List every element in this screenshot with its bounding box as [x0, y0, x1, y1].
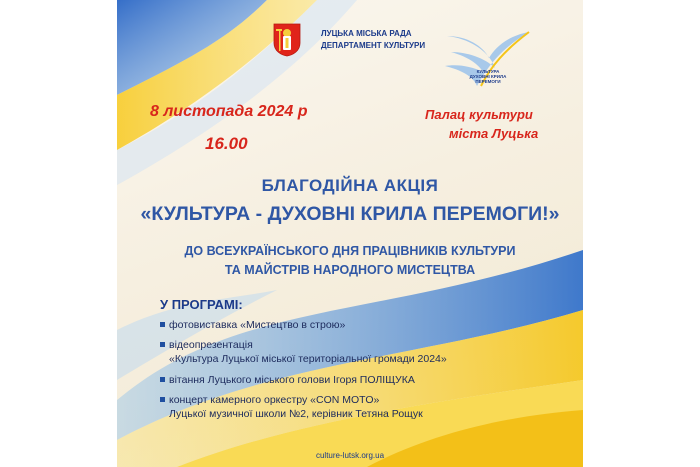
event-time: 16.00 [205, 134, 248, 153]
city-council-label: ЛУЦЬКА МІСЬКА РАДА [321, 29, 412, 38]
occasion-line-1: ДО ВСЕУКРАЇНСЬКОГО ДНЯ ПРАЦІВНИКІВ КУЛЬТУРИ [184, 244, 516, 258]
website-link[interactable]: culture-lutsk.org.ua [315, 451, 385, 460]
program-item-1-text: фотовиставка «Мистецтво в строю» [169, 319, 346, 331]
venue-line-2: міста Луцька [449, 126, 539, 141]
program-item-4-continuation: Луцької музичної школи №2, керівник Тетяна Рощук [169, 408, 423, 420]
program-item-4 [160, 394, 379, 406]
bullet-icon [160, 322, 165, 327]
wing-icon [437, 28, 537, 94]
logo-line-2: ДУХОВНІ КРИЛА [469, 74, 507, 79]
event-poster [117, 0, 583, 467]
venue-line-1: Палац культури [425, 107, 533, 122]
bullet-icon [160, 377, 165, 382]
program-item-2-text: відеопрезентація [169, 339, 253, 351]
program-heading: У ПРОГРАМІ: [160, 297, 243, 312]
program-item-4-text: концерт камерного оркестру «CON MOTO» [169, 394, 380, 406]
event-date: 8 листопада 2024 р [150, 103, 308, 120]
program-item-2 [160, 339, 253, 351]
event-title: «КУЛЬТУРА - ДУХОВНІ КРИЛА ПЕРЕМОГИ!» [140, 203, 560, 225]
coat-of-arms-icon [273, 23, 301, 57]
bullet-icon [160, 342, 165, 347]
department-label: ДЕПАРТАМЕНТ КУЛЬТУРИ [321, 41, 426, 50]
bullet-icon [160, 397, 165, 402]
program-item-2-continuation: «Культура Луцької міської територіальної громади 2024» [169, 353, 447, 365]
occasion-line-2: ТА МАЙСТРІВ НАРОДНОГО МИСТЕЦТВА [224, 263, 476, 277]
program-item-3-text: вітання Луцького міського голови Ігоря ПОЛІЩУКА [169, 374, 415, 386]
logo-caption [457, 69, 519, 84]
logo-line-1: КУЛЬТУРА [476, 69, 500, 74]
program-item-1 [160, 319, 345, 331]
program-item-3 [160, 374, 415, 386]
logo-line-3: ПЕРЕМОГИ [475, 79, 501, 84]
event-type-heading: БЛАГОДІЙНА АКЦІЯ [261, 176, 439, 195]
